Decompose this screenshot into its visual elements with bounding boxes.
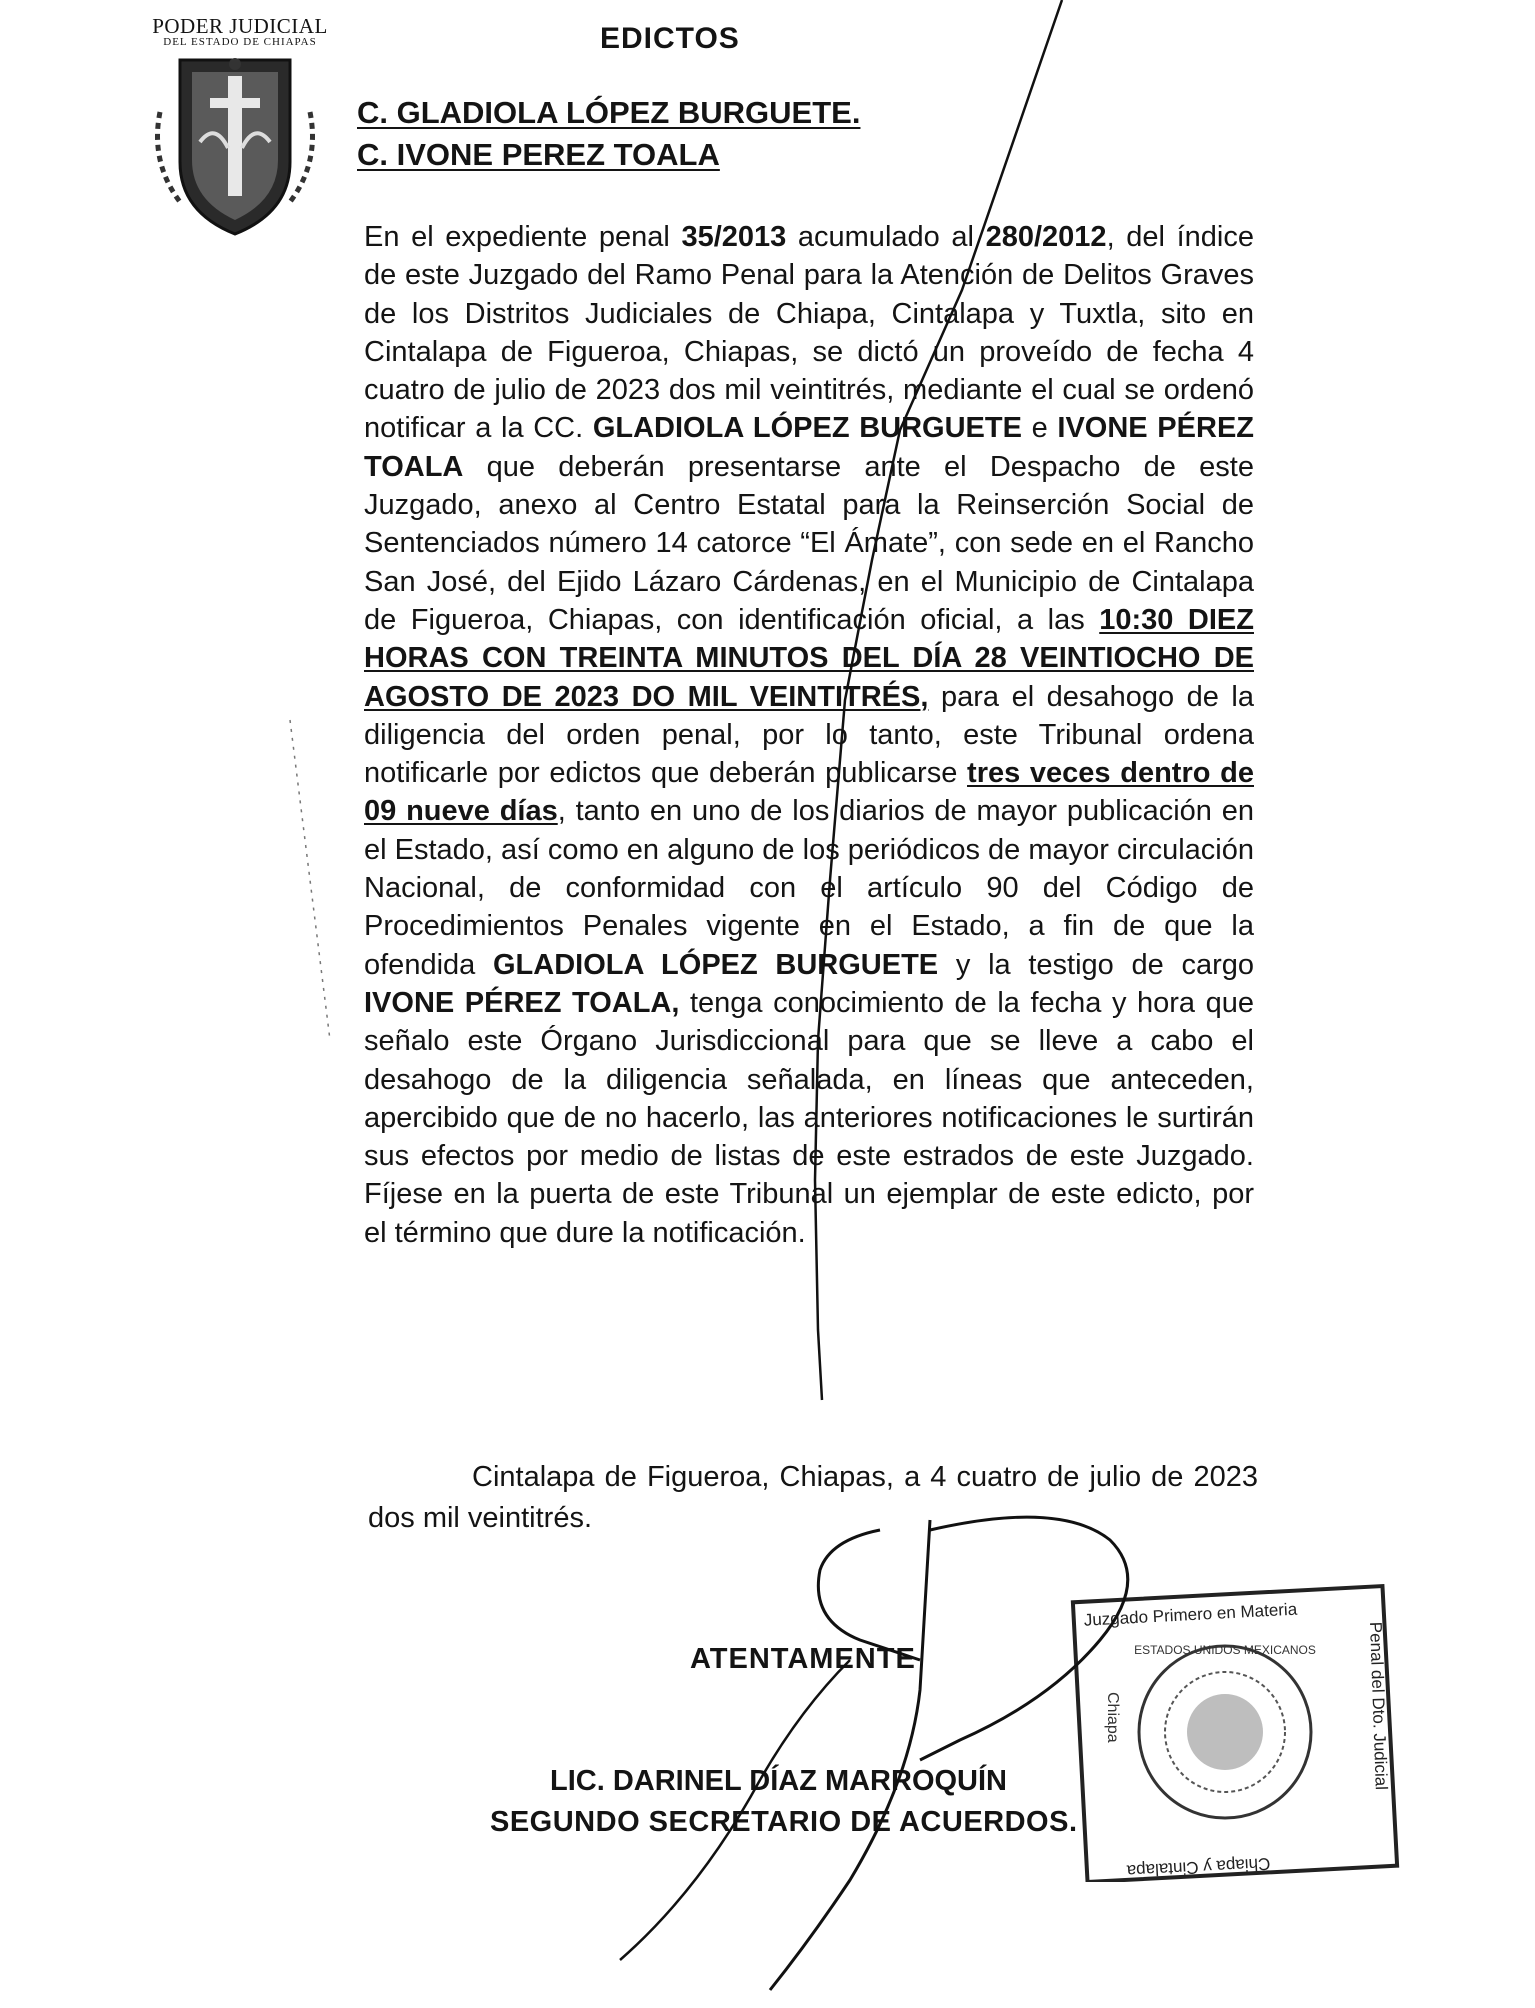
case-number: 35/2013	[681, 221, 787, 253]
person-name: GLADIOLA LÓPEZ BURGUETE	[592, 412, 1022, 445]
addressee-1: C. GLADIOLA LÓPEZ BURGUETE.	[357, 95, 861, 130]
document-title: EDICTOS	[600, 22, 740, 55]
person-name: IVONE PÉREZ TOALA	[364, 412, 1254, 483]
body-text: e	[1021, 412, 1058, 445]
body-text: para el desahogo de la diligencia del orden penal, por lo tanto, este Tribunal ordena notificarle por edictos que deberán publicarse	[364, 680, 1254, 790]
stamp-left-text: Chiapa	[1104, 1692, 1121, 1743]
case-number: 280/2012	[985, 221, 1107, 253]
stamp-right-text: Penal del Dto. Judicial	[1366, 1621, 1391, 1791]
seal-text: ESTADOS UNIDOS MEXICANOS	[1134, 1643, 1316, 1657]
edict-body	[364, 218, 1254, 1252]
body-text: , del índice de este Juzgado del Ramo Penal para la Atención de Delitos Graves de los Distritos Judiciales de Chiapa, Cintalapa y Tuxtla, sito en Cintalapa de Figueroa, Chiapas, se dictó un proveído de fecha 4 cuatro de julio de 2023 dos mil veintitrés, mediante el cual se ordenó notificar a la CC.	[364, 221, 1254, 445]
place-and-date: Cintalapa de Figueroa, Chiapas, a 4 cuatro de julio de 2023 dos mil veintitrés.	[368, 1461, 1258, 1534]
logo-title: PODER JUDICIAL	[152, 14, 328, 38]
publication-frequency: tres veces dentro de 09 nueve días	[364, 757, 1254, 828]
body-text: tenga conocimiento de la fecha y hora que señalo este Órgano Jurisdiccional para que se lleve a cabo el desahogo de la diligencia señalada, en líneas que anteceden, apercibido que de no hacerlo, las anteriores notificaciones le surtirán sus efectos por medio de listas de este estrados de este Juzgado. Fíjese en la puerta de este Tribunal un ejemplar de este edicto, por el término que dure la notificación.	[364, 986, 1254, 1249]
court-stamp	[1040, 1582, 1400, 1882]
person-name: IVONE PÉREZ TOALA,	[364, 986, 680, 1019]
judicial-logo	[140, 14, 330, 244]
body-text: y la testigo de cargo	[938, 948, 1254, 981]
stamp-top-text: Juzgado Primero en Materia	[1083, 1599, 1298, 1630]
coat-of-arms-icon	[140, 52, 330, 242]
signer-role: SEGUNDO SECRETARIO DE ACUERDOS.	[490, 1806, 1078, 1838]
logo-subtitle: DEL ESTADO DE CHIAPAS	[163, 36, 317, 48]
body-text: En el expediente penal	[364, 221, 682, 253]
stamp-bottom-text: Chiapa y Cintalapa	[1126, 1854, 1271, 1881]
signer-name: LIC. DARINEL DÍAZ MARROQUÍN	[550, 1765, 1008, 1797]
addressee-2: C. IVONE PEREZ TOALA	[357, 137, 720, 172]
hearing-datetime: 10:30 DIEZ HORAS CON TREINTA MINUTOS DEL DÍA 28 VEINTIOCHO DE AGOSTO DE 2023 DO MIL VEINTITRÉS,	[364, 603, 1254, 713]
person-name: GLADIOLA LÓPEZ BURGUETE	[492, 948, 939, 981]
body-text: que deberán presentarse ante el Despacho de este Juzgado, anexo al Centro Estatal para la Reinserción Social de Sentenciados número 14 catorce “El Ámate”, con sede en el Rancho San José, del Ejido Lázaro Cárdenas, en el Municipio de Cintalapa de Figueroa, Chiapas, con identificación oficial, a las	[364, 450, 1254, 636]
salutation: ATENTAMENTE	[690, 1643, 916, 1675]
body-text: acumulado al	[786, 221, 986, 253]
body-text: , tanto en uno de los diarios de mayor publicación en el Estado, así como en alguno de los periódicos de mayor circulación Nacional, de conformidad con el artículo 90 del Código de Procedimientos Penales vigente en el Estado, a fin de que la ofendida	[364, 795, 1254, 981]
